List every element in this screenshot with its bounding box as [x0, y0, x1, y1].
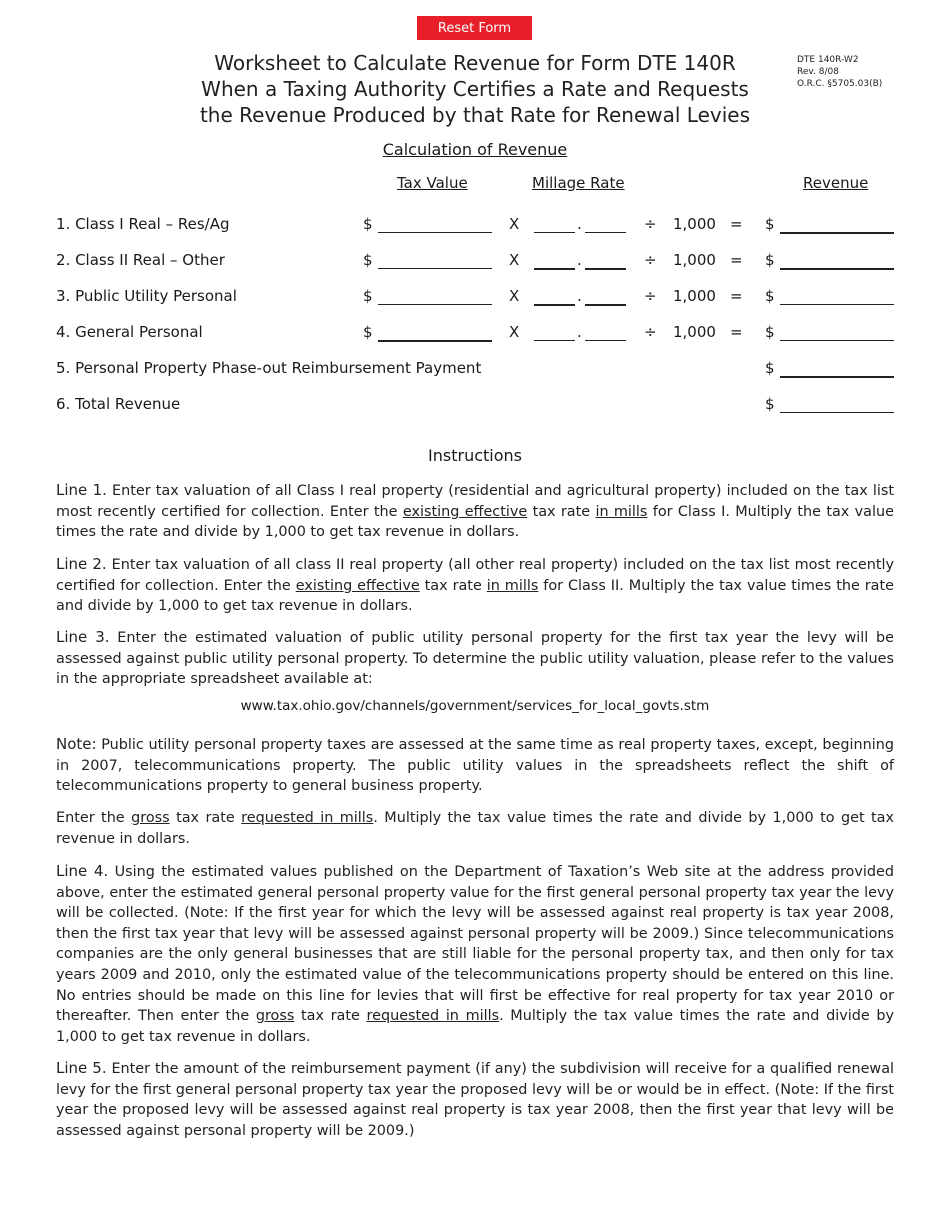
tax-value-input[interactable] — [378, 323, 492, 341]
dollar-sign: $ — [363, 287, 373, 305]
millage-decimal-input[interactable] — [585, 251, 626, 269]
row-label: 5. Personal Property Phase-out Reimbursement Payment — [56, 359, 482, 377]
row-label: 4. General Personal — [56, 323, 203, 341]
dollar-sign: $ — [765, 359, 775, 377]
equals-sign: = — [730, 215, 743, 233]
revenue-row-class-ii — [0, 251, 950, 275]
title-line-2: When a Taxing Authority Certifies a Rate and Requests — [201, 77, 749, 101]
divide-sign: ÷ — [644, 215, 657, 233]
revenue-column-header: Revenue — [803, 174, 869, 192]
reset-form-button[interactable]: Reset Form — [417, 16, 532, 40]
millage-decimal-input[interactable] — [585, 323, 626, 341]
form-reference — [797, 54, 882, 90]
revenue-row-reimbursement — [0, 359, 950, 383]
instruction-line-5: Line 5. Enter the amount of the reimbursement payment (if any) the subdivision will receive for a qualified renewal levy for the first general personal property tax year the proposed levy will be or would be in effect. (Note: If the first year the proposed levy will be assessed against real property is tax year 2008, then the first year that levy will be assessed against personal property will be 2009.) — [56, 1059, 895, 1139]
instruction-line-1: Line 1. Enter tax valuation of all Class I real property (residential and agricultural property) included on the tax list most recently certified for collection. Enter the existing effective tax rate in mills for Class I. Multiply the tax value times the rate and divide by 1,000 to get tax revenue in dollars. — [56, 481, 894, 541]
row-label: 2. Class II Real – Other — [56, 251, 225, 269]
millage-decimal-input[interactable] — [585, 215, 626, 233]
spreadsheet-url: www.tax.ohio.gov/channels/government/services_for_local_govts.stm — [240, 698, 710, 714]
instruction-line-4: Line 4. Using the estimated values published on the Department of Taxation’s Web site at the address provided above, enter the estimated general personal property value for the first general personal property tax year the levy will be collected. (Note: If the first year for which the levy will be assessed against real property is tax year 2008, then the first tax year that levy will be assessed against personal property will be 2009.) Since telecommunications companies are the only general businesses that are still liable for the personal property tax, and then only for tax years 2009 and 2010, only the estimated value of the telecommunications property should be entered on this line. No entries should be made on this line for levies that will first be effective for real property for tax year 2010 or thereafter. Then enter the gross tax rate requested in mills. Multiply the tax value times the rate and divide by 1,000 to get tax revenue in dollars. — [56, 862, 895, 1045]
millage-integer-input[interactable] — [534, 251, 575, 269]
divide-sign: ÷ — [644, 287, 657, 305]
times-sign: X — [509, 215, 520, 233]
instruction-note: Note: Public utility personal property taxes are assessed at the same time as real property taxes, except, beginning in 2007, telecommunications property. The public utility values in the spreadsheets reflect the shift of telecommunications property to general business property. — [56, 735, 894, 795]
decimal-point: . — [577, 323, 582, 341]
times-sign: X — [509, 287, 520, 305]
dollar-sign: $ — [765, 251, 775, 269]
instruction-line-2: Line 2. Enter tax valuation of all class II real property (all other real property) included on the tax list most recently certified for collection. Enter the existing effective tax rate in mills for Class II. Multiply the tax value times the rate and divide by 1,000 to get tax revenue in dollars. — [56, 555, 895, 615]
thousand-divisor: 1,000 — [673, 323, 716, 341]
revenue-output[interactable] — [780, 323, 894, 341]
dollar-sign: $ — [363, 323, 373, 341]
times-sign: X — [509, 251, 520, 269]
form-statute: O.R.C. §5705.03(B) — [797, 79, 883, 89]
tax-value-input[interactable] — [378, 251, 492, 269]
revenue-row-class-i — [0, 215, 950, 239]
millage-integer-input[interactable] — [534, 287, 575, 305]
row-label: 1. Class I Real – Res/Ag — [56, 215, 230, 233]
millage-integer-input[interactable] — [534, 323, 575, 341]
thousand-divisor: 1,000 — [673, 215, 716, 233]
times-sign: X — [509, 323, 520, 341]
calculation-heading: Calculation of Revenue — [382, 140, 568, 159]
form-revision: Rev. 8/08 — [797, 67, 839, 77]
dollar-sign: $ — [363, 251, 373, 269]
dollar-sign: $ — [765, 323, 775, 341]
instruction-gross-rate: Enter the gross tax rate requested in mills. Multiply the tax value times the rate and divide by 1,000 to get tax revenue in dollars. — [56, 810, 894, 847]
total-revenue-output[interactable] — [780, 395, 894, 413]
revenue-row-public-utility — [0, 287, 950, 311]
tax-value-input[interactable] — [378, 215, 492, 233]
equals-sign: = — [730, 287, 743, 305]
millage-decimal-input[interactable] — [585, 287, 626, 305]
instruction-line-3: Line 3. Enter the estimated valuation of public utility personal property for the first tax year the levy will be assessed against public utility personal property. To determine the public utility valuation, please refer to the values in the appropriate spreadsheet available at: — [56, 628, 895, 688]
millage-rate-column-header: Millage Rate — [532, 174, 625, 192]
title-line-3: the Revenue Produced by that Rate for Renewal Levies — [199, 103, 751, 127]
title-line-1: Worksheet to Calculate Revenue for Form DTE 140R — [214, 51, 736, 75]
decimal-point: . — [577, 215, 582, 233]
instructions-heading: Instructions — [428, 446, 522, 465]
row-label: 6. Total Revenue — [56, 395, 181, 413]
millage-integer-input[interactable] — [534, 215, 575, 233]
revenue-row-general-personal — [0, 323, 950, 347]
row-label: 3. Public Utility Personal — [56, 287, 237, 305]
revenue-output[interactable] — [780, 287, 894, 305]
divide-sign: ÷ — [644, 323, 657, 341]
dollar-sign: $ — [363, 215, 373, 233]
thousand-divisor: 1,000 — [673, 251, 716, 269]
reimbursement-input[interactable] — [780, 359, 894, 377]
divide-sign: ÷ — [644, 251, 657, 269]
dollar-sign: $ — [765, 215, 775, 233]
form-number: DTE 140R-W2 — [797, 55, 859, 65]
revenue-output[interactable] — [780, 251, 894, 269]
dollar-sign: $ — [765, 395, 775, 413]
equals-sign: = — [730, 251, 743, 269]
decimal-point: . — [577, 287, 582, 305]
revenue-row-total — [0, 395, 950, 419]
thousand-divisor: 1,000 — [673, 287, 716, 305]
tax-value-column-header: Tax Value — [397, 174, 468, 192]
page-title — [140, 50, 810, 128]
equals-sign: = — [730, 323, 743, 341]
tax-value-input[interactable] — [378, 287, 492, 305]
dollar-sign: $ — [765, 287, 775, 305]
revenue-output[interactable] — [780, 215, 894, 233]
decimal-point: . — [577, 251, 582, 269]
